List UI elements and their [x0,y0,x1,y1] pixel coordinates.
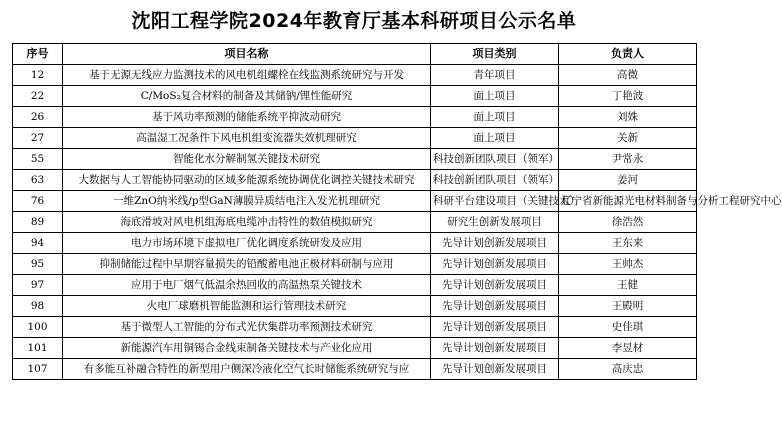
row-name: 大数据与人工智能协同驱动的区域多能源系统协调优化调控关键技术研究 [63,170,431,191]
row-name: 基于风功率预测的储能系统平抑波动研究 [63,107,431,128]
row-name: 智能化水分解制氢关键技术研究 [63,149,431,170]
row-type: 先导计划创新发展项目 [431,338,559,359]
project-table [12,43,782,380]
row-lead: 姜河 [559,170,697,191]
row-type: 先导计划创新发展项目 [431,317,559,338]
row-name: 新能源汽车用铜锡合金线束制备关键技术与产业化应用 [63,338,431,359]
row-no: 76 [13,191,63,212]
table-row [13,233,697,254]
row-name: 基于微型人工智能的分布式光伏集群功率预测技术研究 [63,317,431,338]
row-type: 先导计划创新发展项目 [431,275,559,296]
table-header-row [13,44,697,65]
table-row [13,317,697,338]
row-no: 89 [13,212,63,233]
header-no: 序号 [13,44,63,65]
table-row [13,86,697,107]
row-no: 94 [13,233,63,254]
row-no: 12 [13,65,63,86]
table-row [13,275,697,296]
table-row [13,170,697,191]
row-type: 先导计划创新发展项目 [431,296,559,317]
row-name: C/MoS₂复合材料的制备及其储钠/锂性能研究 [63,86,431,107]
row-lead: 刘姝 [559,107,697,128]
table-row [13,212,697,233]
row-no: 55 [13,149,63,170]
table-row [13,128,697,149]
row-lead: 丁艳波 [559,86,697,107]
row-lead: 王殿明 [559,296,697,317]
header-name: 项目名称 [63,44,431,65]
row-no: 101 [13,338,63,359]
row-lead: 关新 [559,128,697,149]
row-lead: 王帅杰 [559,254,697,275]
row-type: 科技创新团队项目（领军） [431,170,559,191]
row-no: 97 [13,275,63,296]
row-type: 面上项目 [431,128,559,149]
table-row [13,338,697,359]
row-no: 22 [13,86,63,107]
document-title: 沈阳工程学院2024年教育厅基本科研项目公示名单 [131,10,577,32]
table-row [13,191,697,212]
row-name: 抑制储能过程中早期容量损失的铅酸蓄电池正极材料研制与应用 [63,254,431,275]
row-type: 先导计划创新发展项目 [431,233,559,254]
row-lead: 高微 [559,65,697,86]
row-no: 95 [13,254,63,275]
row-no: 26 [13,107,63,128]
table-row [13,65,697,86]
row-no: 107 [13,359,63,380]
row-lead: 王东来 [559,233,697,254]
row-lead: 辽宁省新能源光电材料制备与分析工程研究中心 [559,191,697,212]
table-row [13,149,697,170]
row-no: 100 [13,317,63,338]
row-lead: 高庆忠 [559,359,697,380]
row-name: 高温湿工况条件下风电机组变流器失效机理研究 [63,128,431,149]
header-type: 项目类别 [431,44,559,65]
table-row [13,359,697,380]
row-name: 应用于电厂烟气低温余热回收的高温热泵关键技术 [63,275,431,296]
row-name: 电力市场环境下虚拟电厂优化调度系统研发及应用 [63,233,431,254]
row-type: 青年项目 [431,65,559,86]
row-type: 科技创新团队项目（领军） [431,149,559,170]
row-type: 科研平台建设项目（关键技术） [431,191,559,212]
row-no: 63 [13,170,63,191]
row-lead: 李昱材 [559,338,697,359]
table-row [13,296,697,317]
row-name: 基于无源无线应力监测技术的风电机组螺栓在线监测系统研究与开发 [63,65,431,86]
row-name: 一维ZnO纳米线/p型GaN薄膜异质结电注入发光机理研究 [63,191,431,212]
table-row [13,254,697,275]
row-type: 先导计划创新发展项目 [431,254,559,275]
row-lead: 王健 [559,275,697,296]
table-row [13,107,697,128]
row-no: 98 [13,296,63,317]
row-type: 面上项目 [431,86,559,107]
row-name: 有多能互补融合特性的新型用户侧深冷液化空气长时储能系统研究与应 [63,359,431,380]
row-name: 火电厂球磨机智能监测和运行管理技术研究 [63,296,431,317]
row-lead: 史佳琪 [559,317,697,338]
row-type: 研究生创新发展项目 [431,212,559,233]
header-lead: 负责人 [559,44,697,65]
row-no: 27 [13,128,63,149]
row-type: 面上项目 [431,107,559,128]
row-lead: 徐浩然 [559,212,697,233]
row-lead: 尹常永 [559,149,697,170]
row-type: 先导计划创新发展项目 [431,359,559,380]
row-name: 海底滑坡对风电机组海底电缆冲击特性的数值模拟研究 [63,212,431,233]
